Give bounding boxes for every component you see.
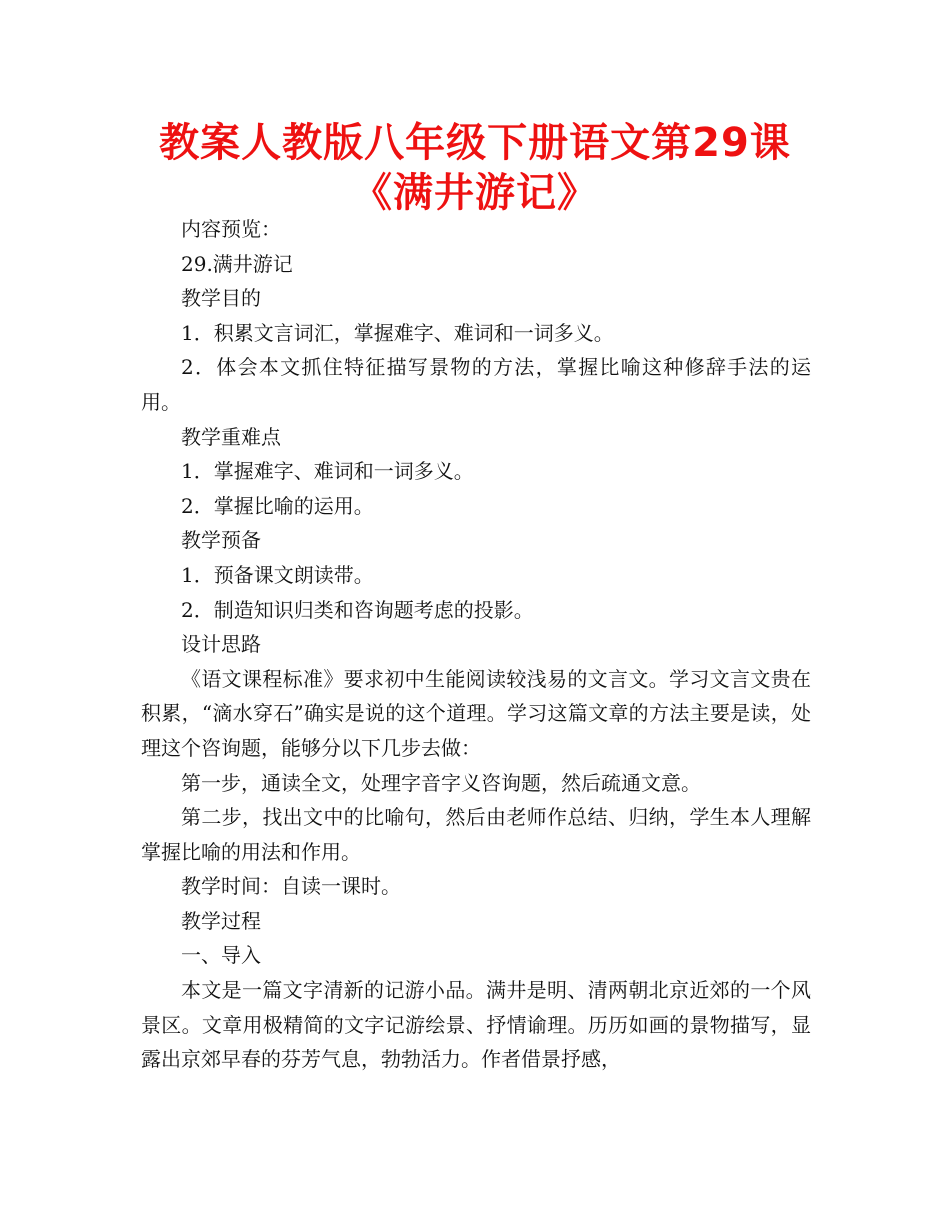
list-item: 2．体会本文抓住特征描写景物的方法，掌握比喻这种修辞手法的运用。 [141,355,811,414]
paragraph: 第一步，通读全文，处理字音字义咨询题，然后疏通文意。 [181,770,701,795]
list-item: 1．预备课文朗读带。 [181,562,374,587]
paragraph: 29.满井游记 [181,251,293,276]
section-heading: 设计思路 [181,632,261,657]
paragraph: 教学时间：自读一课时。 [181,874,401,899]
list-item: 2．制造知识归类和咨询题考虑的投影。 [181,597,534,622]
document-title: 教案人教版八年级下册语文第29课《满井游记》 [159,120,791,216]
paragraph: 本文是一篇文字清新的记游小品。满井是明、清两朝北京近郊的一个风景区。文章用极精简的文字记游绘景、抒情谕理。历历如画的景物描写，显露出京郊早春的芬芳气息，勃勃活力。作者借景抒感， [141,978,811,1072]
section-heading: 教学目的 [181,286,261,311]
paragraph: 《语文课程标准》要求初中生能阅读较浅易的文言文。学习文言文贵在积累，“滴水穿石”确实是说的这个道理。学习这篇文章的方法主要是读，处理这个咨询题，能够分以下几步去做： [141,666,811,760]
document-body [141,212,811,1077]
list-item: 1．掌握难字、难词和一词多义。 [181,459,474,484]
section-heading: 教学预备 [181,528,261,553]
paragraph: 第二步，找出文中的比喻句，然后由老师作总结、归纳，学生本人理解掌握比喻的用法和作用。 [141,805,811,864]
section-heading: 教学重难点 [181,424,281,449]
list-item: 2．掌握比喻的运用。 [181,493,374,518]
section-heading: 一、导入 [181,943,261,968]
list-item: 1．积累文言词汇，掌握难字、难词和一词多义。 [181,320,614,345]
paragraph: 内容预览： [181,217,281,241]
section-heading: 教学过程 [181,908,261,933]
